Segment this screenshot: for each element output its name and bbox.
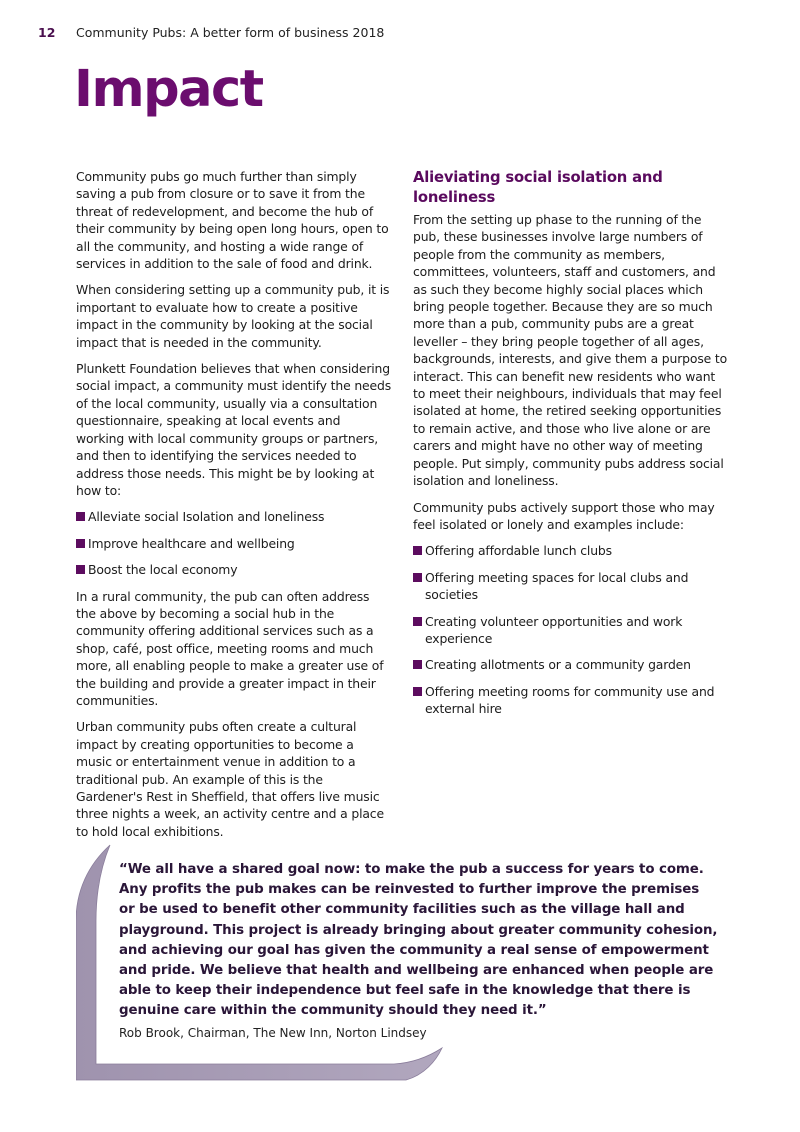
quote-attribution: Rob Brook, Chairman, The New Inn, Norton Lindsey <box>119 1026 427 1040</box>
left-column <box>76 168 391 849</box>
paragraph: Urban community pubs often create a cultural impact by creating opportunities to become a music or entertainment venue in addition to a traditional pub. An example of this is the Gardener's Rest in Sheffield, that offers live music three nights a week, an activity centre and a place to hold local exhibitions. <box>76 719 384 839</box>
section-heading: Alieviating social isolation and loneliness <box>413 169 663 206</box>
list-item: Creating allotments or a community garden <box>413 656 731 673</box>
square-bullet-icon <box>413 573 422 582</box>
list-item: Improve healthcare and wellbeing <box>76 535 391 552</box>
square-bullet-icon <box>413 687 422 696</box>
paragraph: Community pubs go much further than simply saving a pub from closure or to save it from the threat of redevelopment, and become the hub of their community by being open long hours, open to all the community, and hosting a wide range of services in addition to the sale of food and drink. <box>76 169 389 272</box>
running-header <box>38 25 384 40</box>
paragraph: In a rural community, the pub can often address the above by becoming a social hub in the community offering additional services such as a shop, café, post office, meeting rooms and much more, all enabling people to make a greater use of the building and provide a greater impact in their communities. <box>76 588 384 708</box>
paragraph: From the setting up phase to the running of the pub, these businesses involve large numbers of people from the community as members, committees, volunteers, staff and customers, and as such they become highly social places which bring people together. Because they are so much more than a pub, community pubs are a great leveller – they bring people together of all ages, backgrounds, interests, and give them a purpose to interact. This can benefit new residents who want to meet their neighbours, individuals that may feel isolated at home, the retired seeking opportunities to remain active, and those who live alone or are carers and might have no other way of meeting people. Put simply, community pubs address social isolation and loneliness. <box>413 212 728 489</box>
list-item: Offering affordable lunch clubs <box>413 542 731 559</box>
paragraph: Community pubs actively support those who may feel isolated or lonely and examples include: <box>413 499 715 532</box>
running-title: Community Pubs: A better form of business 2018 <box>76 25 385 40</box>
list-item: Creating volunteer opportunities and work experience <box>413 613 731 648</box>
square-bullet-icon <box>76 565 85 574</box>
square-bullet-icon <box>76 512 85 521</box>
list-item: Offering meeting rooms for community use and external hire <box>413 683 731 718</box>
square-bullet-icon <box>413 660 422 669</box>
list-item: Alleviate social Isolation and loneliness <box>76 508 391 525</box>
page-title: Impact <box>74 60 263 119</box>
right-column <box>413 168 731 727</box>
testimonial-quote: “We all have a shared goal now: to make the pub a success for years to come. Any profits the pub makes can be reinvested to further improve the premises or be used to benefit other community facilities such as the village hall and playground. This project is already bringing about greater community cohesion, and achieving our goal has given the community a real sense of empowerment and pride. We believe that health and wellbeing are enhanced when people are able to keep their independence but feel safe in the knowledge that there is genuine care within the community should they need it.” <box>119 862 718 1019</box>
paragraph: Plunkett Foundation believes that when considering social impact, a community must identify the needs of the local community, usually via a consultation questionnaire, speaking at local events and working with local community groups or partners, and then to identifying the services needed to address those needs. This might be by looking at how to: <box>76 361 391 498</box>
paragraph: When considering setting up a community pub, it is important to evaluate how to create a positive impact in the community by looking at the social impact that is needed in the community. <box>76 282 390 350</box>
impact-goals-list <box>76 508 391 578</box>
page-number: 12 <box>38 25 56 40</box>
list-item: Boost the local economy <box>76 561 391 578</box>
square-bullet-icon <box>413 546 422 555</box>
list-item: Offering meeting spaces for local clubs and societies <box>413 569 731 604</box>
examples-list <box>413 542 731 717</box>
square-bullet-icon <box>76 539 85 548</box>
square-bullet-icon <box>413 617 422 626</box>
